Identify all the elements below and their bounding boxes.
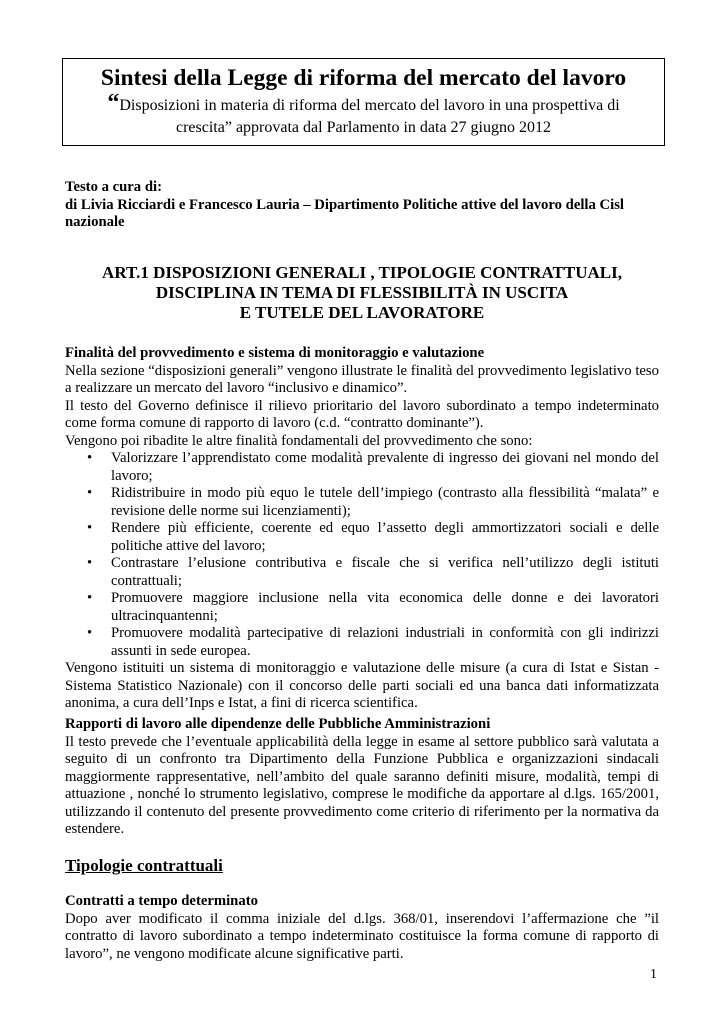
document-subtitle [63, 90, 664, 139]
article-title-line3: E TUTELE DEL LAVORATORE [239, 303, 485, 322]
subsection-heading: Contratti a tempo determinato [65, 893, 258, 909]
subtitle-text: Disposizioni in materia di riforma del mercato del lavoro in una prospettiva di crescita” approvata dal Parlamento in data 27 giugno 2012 [119, 97, 620, 136]
section-pubbliche-amministrazioni [65, 716, 659, 839]
paragraph: Il testo del Governo definisce il rilievo prioritario del lavoro subordinato a tempo indeterminato come forma comune di rapporto di lavoro (c.d. “contratto dominante”). [65, 397, 659, 431]
paragraph: Vengono istituiti un sistema di monitoraggio e valutazione delle misure (a cura di Istat e Sistan - Sistema Statistico Nazionale) con il concorso delle parti sociali ed una banca dati informatizzata anonima, a cura dell’Inps e Istat, a fini di ricerca scientifica. [65, 660, 659, 711]
list-item: • Promuovere maggiore inclusione nella vita economica delle donne e dei lavoratori ultracinquantenni; [87, 590, 659, 624]
article-title-line1: ART.1 DISPOSIZIONI GENERALI , TIPOLOGIE CONTRATTUALI, [102, 263, 622, 282]
credits-label: Testo a cura di: [65, 179, 162, 195]
paragraph: Nella sezione “disposizioni generali” vengono illustrate le finalità del provvedimento legislativo teso a realizzare un mercato del lavoro “inclusivo e dinamico”. [65, 362, 659, 396]
paragraph: Il testo prevede che l’eventuale applicabilità della legge in esame al settore pubblico sarà valutata a seguito di un confronto tra Dipartimento della Funzione Pubblica e organizzazioni sindacali maggiormente rappresentative, nell’ambito del quale saranno definiti misure, modalità, tempi di attuazione , nonché lo strumento legislativo, comprese le modifiche da apportare al d.lgs. 165/2001, utilizzando il contenuto del presente provvedimento come criterio di riferimento per la normativa da estendere. [65, 733, 659, 837]
credits [65, 179, 659, 232]
bullet-icon: • [87, 625, 93, 641]
document-title: Sintesi della Legge di riforma del mercato del lavoro [100, 65, 627, 91]
page-number: 1 [650, 967, 657, 982]
paragraph: Vengono poi ribadite le altre finalità fondamentali del provvedimento che sono: [65, 432, 533, 449]
bullet-icon: • [87, 450, 93, 466]
list-item: • Valorizzare l’apprendistato come modalità prevalente di ingresso dei giovani nel mondo del lavoro; [87, 450, 659, 484]
list-item: • Promuovere modalità partecipative di relazioni industriali in conformità con gli indirizzi assunti in sede europea. [87, 625, 659, 659]
paragraph: Dopo aver modificato il comma iniziale del d.lgs. 368/01, inserendovi l’affermazione che ”il contratto di lavoro subordinato a tempo indeterminato costituisce la forma comune di rapporto di lavoro”, ne vengono modificate alcune significative parti. [65, 910, 659, 962]
opening-quote: “ [107, 90, 120, 116]
bullet-icon: • [87, 590, 93, 606]
bullet-icon: • [87, 520, 93, 536]
list-item: • Ridistribuire in modo più equo le tutele dell’impiego (contrasto alla flessibilità “malata” e revisione delle norme sui licenziamenti); [87, 485, 659, 519]
goals-list [65, 450, 659, 660]
section-heading: Finalità del provvedimento e sistema di monitoraggio e valutazione [65, 345, 485, 361]
section-heading-tipologie: Tipologie contrattuali [65, 856, 223, 875]
section-heading: Rapporti di lavoro alle dipendenze delle Pubbliche Amministrazioni [65, 716, 491, 732]
list-item: • Rendere più efficiente, coerente ed equo l’assetto degli ammortizzatori sociali e delle politiche attive del lavoro; [87, 520, 659, 554]
article-title [65, 263, 659, 323]
bullet-icon: • [87, 555, 93, 571]
section-finalita [65, 345, 659, 713]
credits-authors: di Livia Ricciardi e Francesco Lauria – Dipartimento Politiche attive del lavoro della Cisl nazionale [65, 196, 625, 230]
list-item: • Contrastare l’elusione contributiva e fiscale che si verifica nell’utilizzo degli istituti contrattuali; [87, 555, 659, 589]
section-contratti [65, 893, 659, 963]
bullet-icon: • [87, 485, 93, 501]
article-title-line2: DISCIPLINA IN TEMA DI FLESSIBILITÀ IN USCITA [155, 283, 569, 302]
title-box [62, 58, 665, 146]
